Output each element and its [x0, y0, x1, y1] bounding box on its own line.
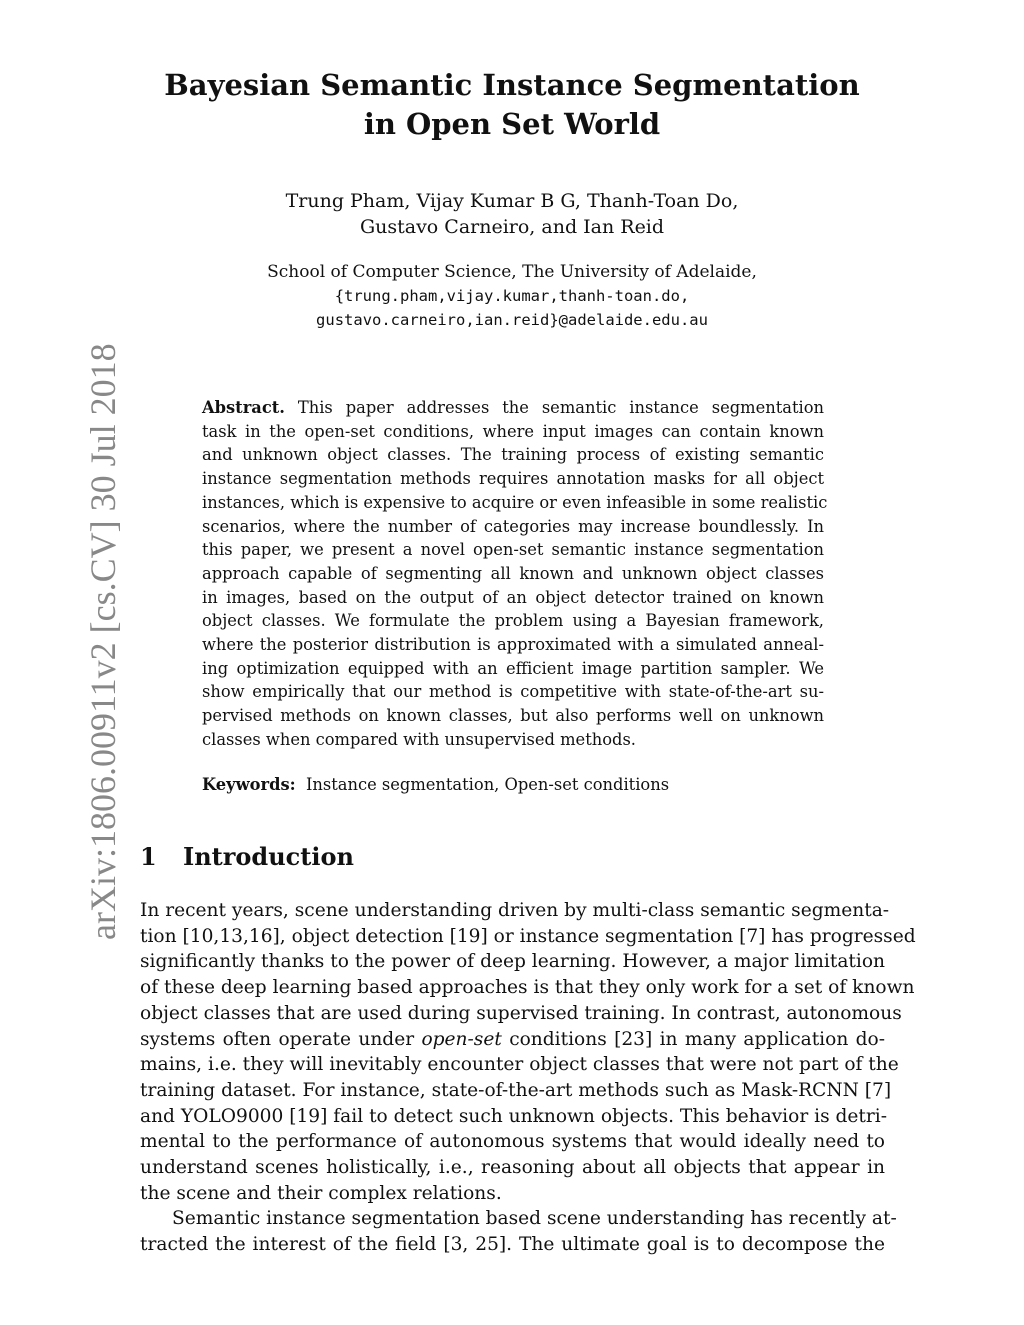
authors-line: Gustavo Carneiro, and Ian Reid [359, 216, 665, 238]
abstract-line [202, 396, 824, 420]
abstract-line: object classes. We formulate the problem using a Bayesian framework, [202, 611, 824, 631]
keywords-text: Instance segmentation, Open-set conditions [305, 775, 670, 794]
section-heading [140, 842, 354, 871]
authors [0, 188, 1024, 240]
abstract-line: instance segmentation methods requires annotation masks for all object [202, 469, 824, 489]
body-line: tion [10,13,16], object detection [19] or instance segmentation [7] has progressed [140, 925, 916, 947]
body-line: mains, i.e. they will inevitably encounter object classes that were not part of the [140, 1054, 899, 1076]
abstract-line: show empirically that our method is competitive with state-of-the-art su- [202, 682, 824, 702]
abstract-line: approach capable of segmenting all known and unknown object classes [202, 563, 824, 583]
body-line: understand scenes holistically, i.e., reasoning about all objects that appear in [140, 1157, 885, 1179]
body-line: training dataset. For instance, state-of-the-art methods such as Mask-RCNN [7] [140, 1079, 892, 1101]
email-line: gustavo.carneiro,ian.reid}@adelaide.edu.au [316, 311, 708, 329]
body-text: systems often operate under [140, 1028, 422, 1050]
keywords [202, 775, 669, 794]
paper-title [0, 66, 1024, 144]
body-line: object classes that are used during supervised training. In contrast, autonomous [140, 1002, 902, 1024]
abstract-line: and unknown object classes. The training process of existing semantic [202, 445, 824, 465]
abstract-text: This paper addresses the semantic instance segmentation [284, 398, 824, 417]
affiliation [0, 260, 1024, 332]
abstract-line: instances, which is expensive to acquire or even infeasible in some realistic [202, 492, 828, 512]
section-number: 1 [140, 842, 157, 871]
title-line: in Open Set World [363, 107, 661, 141]
body-line: of these deep learning based approaches is that they only work for a set of known [140, 977, 915, 999]
abstract-line: in images, based on the output of an object detector trained on known [202, 587, 824, 607]
intro-body [140, 898, 916, 1258]
body-line: Semantic instance segmentation based scene understanding has recently at- [172, 1208, 897, 1230]
title-line: Bayesian Semantic Instance Segmentation [164, 68, 860, 102]
abstract-label: Abstract. [202, 398, 285, 417]
abstract-line: ing optimization equipped with an efficient image partition sampler. We [202, 658, 824, 678]
section-title: Introduction [183, 842, 354, 871]
affiliation-text: School of Computer Science, The University of Adelaide, [267, 262, 757, 282]
abstract-line: pervised methods on known classes, but also performs well on unknown [202, 706, 824, 726]
body-line: and YOLO9000 [19] fail to detect such unknown objects. This behavior is detri- [140, 1105, 888, 1127]
body-line: the scene and their complex relations. [140, 1182, 502, 1204]
abstract [202, 396, 828, 752]
abstract-line: task in the open-set conditions, where input images can contain known [202, 421, 824, 441]
arxiv-identifier: arXiv:1806.00911v2 [cs.CV] 30 Jul 2018 [83, 343, 123, 940]
body-text: conditions [23] in many application do- [501, 1028, 886, 1050]
authors-line: Trung Pham, Vijay Kumar B G, Thanh-Toan Do, [285, 190, 739, 212]
emphasis-open-set: open-set [421, 1028, 502, 1050]
body-line: significantly thanks to the power of deep learning. However, a major limitation [140, 951, 885, 973]
body-line [140, 1027, 885, 1053]
keywords-label: Keywords: [202, 775, 296, 794]
abstract-line: classes when compared with unsupervised methods. [202, 729, 636, 749]
body-line: tracted the interest of the field [3, 25]. The ultimate goal is to decompose the [140, 1234, 885, 1256]
abstract-line: scenarios, where the number of categories may increase boundlessly. In [202, 516, 824, 536]
email-line: {trung.pham,vijay.kumar,thanh-toan.do, [334, 287, 690, 305]
abstract-line: this paper, we present a novel open-set semantic instance segmentation [202, 540, 824, 560]
abstract-line: where the posterior distribution is approximated with a simulated anneal- [202, 635, 824, 655]
body-line: In recent years, scene understanding driven by multi-class semantic segmenta- [140, 900, 890, 921]
body-line: mental to the performance of autonomous systems that would ideally need to [140, 1131, 885, 1153]
